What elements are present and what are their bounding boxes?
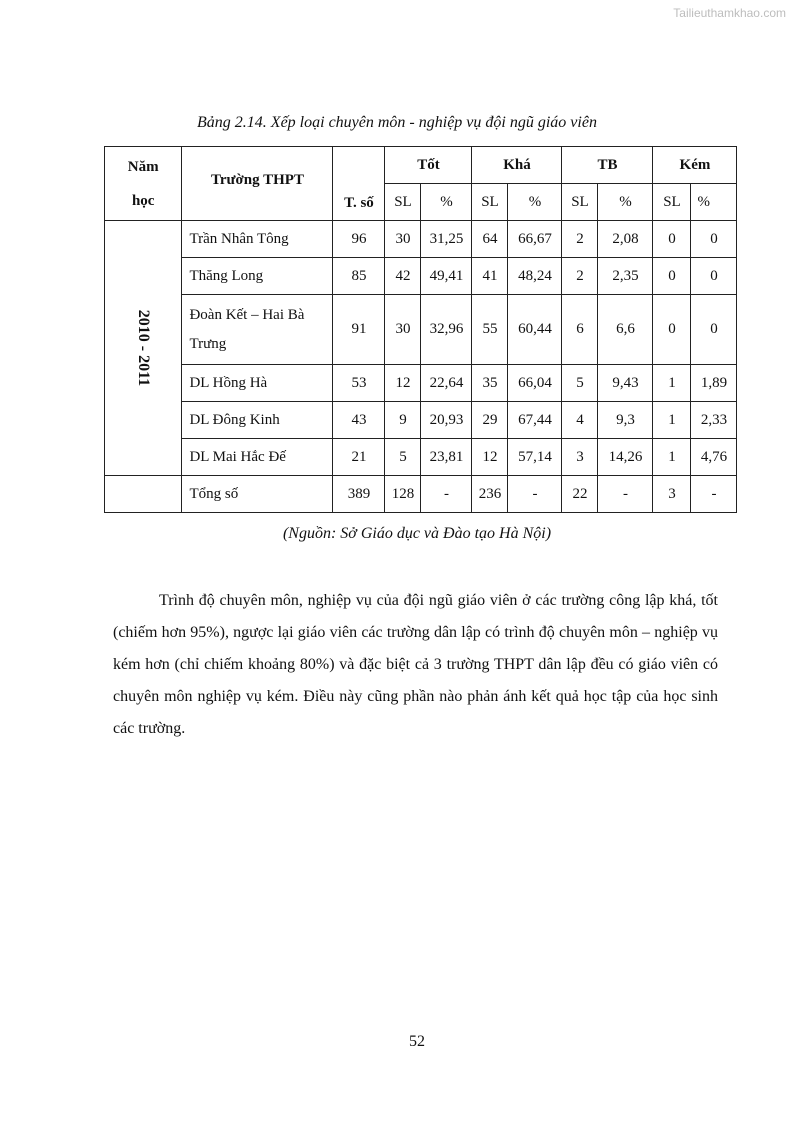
- school-name: Trần Nhân Tông: [182, 221, 333, 258]
- cell: 60,44: [508, 295, 562, 365]
- cell: 12: [472, 439, 508, 476]
- cell: 30: [385, 221, 421, 258]
- cell: 2,35: [598, 258, 653, 295]
- cell: 1,89: [691, 365, 737, 402]
- cell: 0: [691, 295, 737, 365]
- cell: 85: [333, 258, 385, 295]
- cell: -: [421, 476, 472, 513]
- cell: 21: [333, 439, 385, 476]
- cell: 64: [472, 221, 508, 258]
- header-pct: %: [508, 184, 562, 221]
- school-name: DL Đông Kinh: [182, 402, 333, 439]
- cell: 12: [385, 365, 421, 402]
- cell: 29: [472, 402, 508, 439]
- total-row: [105, 476, 737, 513]
- table-row: [105, 439, 737, 476]
- cell: 0: [653, 221, 691, 258]
- cell: 1: [653, 402, 691, 439]
- cell: 9,43: [598, 365, 653, 402]
- cell: 3: [562, 439, 598, 476]
- cell: 128: [385, 476, 421, 513]
- table-row: [105, 295, 737, 365]
- page-number: 52: [409, 1033, 425, 1050]
- cell: 9: [385, 402, 421, 439]
- cell: 67,44: [508, 402, 562, 439]
- cell: 66,67: [508, 221, 562, 258]
- header-kem: Kém: [653, 147, 737, 184]
- cell: 0: [691, 258, 737, 295]
- cell: 57,14: [508, 439, 562, 476]
- table-row: [105, 221, 737, 258]
- cell: 55: [472, 295, 508, 365]
- table-row: [105, 365, 737, 402]
- cell: 1: [653, 439, 691, 476]
- cell: 2,33: [691, 402, 737, 439]
- cell: 6: [562, 295, 598, 365]
- cell: 41: [472, 258, 508, 295]
- cell: 2: [562, 221, 598, 258]
- cell: 236: [472, 476, 508, 513]
- cell: 42: [385, 258, 421, 295]
- cell: 49,41: [421, 258, 472, 295]
- header-kha: Khá: [472, 147, 562, 184]
- total-label: Tổng số: [182, 476, 333, 513]
- teacher-rating-table: [104, 146, 737, 513]
- header-row-1: [105, 147, 737, 184]
- cell: -: [691, 476, 737, 513]
- cell: 4: [562, 402, 598, 439]
- cell: 22,64: [421, 365, 472, 402]
- cell: 9,3: [598, 402, 653, 439]
- table-caption: Bảng 2.14. Xếp loại chuyên môn - nghiệp vụ đội ngũ giáo viên: [197, 114, 597, 131]
- cell: 43: [333, 402, 385, 439]
- header-pct: %: [421, 184, 472, 221]
- cell: -: [508, 476, 562, 513]
- school-name: Thăng Long: [182, 258, 333, 295]
- body-paragraph: Trình độ chuyên môn, nghiệp vụ của đội ngũ giáo viên ở các trường công lập khá, tốt (chiếm hơn 95%), ngược lại giáo viên các trường dân lập có trình độ chuyên môn – nghiệp vụ kém hơn (chỉ chiếm khoảng 80%) và đặc biệt cả 3 trường THPT dân lập đều có giáo viên có chuyên môn nghiệp vụ kém. Điều này cũng phần nào phản ánh kết quả học tập của học sinh các trường.: [113, 592, 718, 737]
- cell: 0: [653, 295, 691, 365]
- school-name: DL Mai Hắc Đế: [182, 439, 333, 476]
- cell: 2,08: [598, 221, 653, 258]
- cell: 30: [385, 295, 421, 365]
- header-sl: SL: [653, 184, 691, 221]
- school-name: Đoàn Kết – Hai Bà Trưng: [182, 295, 333, 365]
- cell: 0: [691, 221, 737, 258]
- cell: 389: [333, 476, 385, 513]
- cell: 31,25: [421, 221, 472, 258]
- header-pct: %: [598, 184, 653, 221]
- cell: 5: [385, 439, 421, 476]
- cell: 5: [562, 365, 598, 402]
- cell: 48,24: [508, 258, 562, 295]
- cell: 53: [333, 365, 385, 402]
- cell: 2: [562, 258, 598, 295]
- header-school: Trường THPT: [182, 147, 333, 221]
- cell: 6,6: [598, 295, 653, 365]
- year-label: 2010 - 2011: [135, 309, 153, 387]
- watermark: Tailieuthamkhao.com: [673, 6, 786, 20]
- header-sl: SL: [472, 184, 508, 221]
- cell: 66,04: [508, 365, 562, 402]
- header-sl: SL: [385, 184, 421, 221]
- cell: 1: [653, 365, 691, 402]
- header-year: Năm học: [105, 147, 182, 221]
- cell: -: [598, 476, 653, 513]
- cell: 20,93: [421, 402, 472, 439]
- cell: 14,26: [598, 439, 653, 476]
- cell: 96: [333, 221, 385, 258]
- table-row: [105, 258, 737, 295]
- cell: 4,76: [691, 439, 737, 476]
- cell: 91: [333, 295, 385, 365]
- cell: 23,81: [421, 439, 472, 476]
- header-total: T. số: [333, 147, 385, 221]
- cell: 3: [653, 476, 691, 513]
- header-pct: %: [691, 184, 737, 221]
- cell: 32,96: [421, 295, 472, 365]
- cell: 35: [472, 365, 508, 402]
- table-row: [105, 402, 737, 439]
- header-tot: Tốt: [385, 147, 472, 184]
- cell: 0: [653, 258, 691, 295]
- year-cell: [105, 221, 182, 476]
- cell: 22: [562, 476, 598, 513]
- school-name: DL Hồng Hà: [182, 365, 333, 402]
- header-tb: TB: [562, 147, 653, 184]
- table-source: (Nguồn: Sở Giáo dục và Đào tạo Hà Nội): [282, 525, 552, 542]
- header-sl: SL: [562, 184, 598, 221]
- cell-empty: [105, 476, 182, 513]
